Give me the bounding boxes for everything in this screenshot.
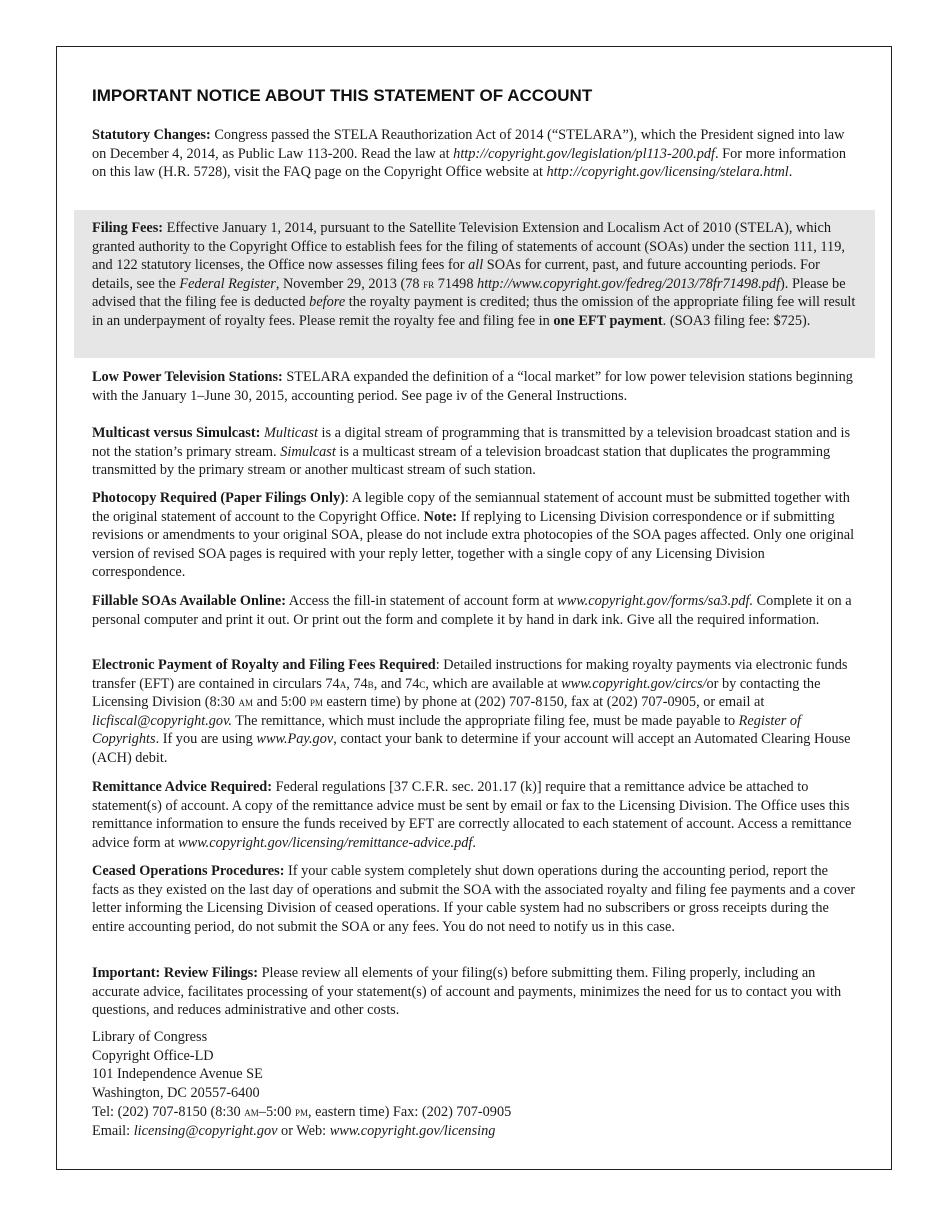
- filing-fees-paragraph: Filing Fees: Effective January 1, 2014, pursuant to the Satellite Television Extension and Localism Act of 2010 (STELA), which granted authority to the Copyright Office to establish fees for the filing of statements of account (SOAs) under the section 111, 119, and 122 statutory licenses, the Office now assesses filing fees for all SOAs for current, past, and future accounting periods. For details, see the Federal Register, November 29, 2013 (78 fr 71498 http://www.copyright.gov/fedreg/2013/78fr71498.pdf). Please be advised that the filing fee is deducted before the royalty payment is credited; thus the omission of the appropriate filing fee will result in an underpayment of royalty fees. Please remit the royalty fee and filing fee in one EFT payment. (SOA3 filing fee: $725).: [92, 220, 856, 329]
- address-line-3: 101 Independence Avenue SE: [92, 1066, 263, 1083]
- phone-fax-line: Tel: (202) 707-8150 (8:30 am–5:00 pm, eastern time) Fax: (202) 707-0905: [92, 1103, 512, 1120]
- low-power-label: Low Power Television Stations:: [92, 369, 283, 385]
- stelara-law-link[interactable]: http://copyright.gov/legislation/pl113-200.pdf: [453, 145, 715, 162]
- low-power-paragraph: Low Power Television Stations: STELARA expanded the definition of a “local market” for low power television stations beginning with the January 1–June 30, 2015, accounting period. See page iv of the General Instructions.: [92, 369, 853, 404]
- fillable-soas-label: Fillable SOAs Available Online:: [92, 593, 286, 609]
- contact-address-block: [92, 1028, 858, 1140]
- remittance-advice-paragraph: Remittance Advice Required: Federal regulations [37 C.F.R. sec. 201.17 (k)] require that a remittance advice be attached to statement(s) of account. A copy of the remittance advice must be sent by email or fax to the Licensing Division. The Office uses this remittance information to ensure the funds received by EFT are correctly allocated to each statement of account. Access a remittance advice form at www.copyright.gov/licensing/remittance-advice.pdf.: [92, 779, 852, 851]
- multicast-label: Multicast versus Simulcast:: [92, 425, 261, 441]
- multicast-paragraph: Multicast versus Simulcast: Multicast is a digital stream of programming that is transmitted by a television broadcast station and is not the station’s primary stream. Simulcast is a multicast stream of a television broadcast station that duplicates the programming transmitted by the primary stream or another multicast stream of such station.: [92, 425, 851, 479]
- licensing-email-link[interactable]: licensing@copyright.gov: [133, 1122, 278, 1139]
- statutory-changes-paragraph: Statutory Changes: Congress passed the STELA Reauthorization Act of 2014 (“STELARA”), which the President signed into law on December 4, 2014, as Public Law 113-200. Read the law at http://copyright.gov/legislation/pl113-200.pdf. For more information on this law (H.R. 5728), visit the FAQ page on the Copyright Office website at http://copyright.gov/licensing/stelara.html.: [92, 127, 847, 181]
- statutory-changes-label: Statutory Changes:: [92, 127, 211, 143]
- page-title: IMPORTANT NOTICE ABOUT THIS STATEMENT OF ACCOUNT: [92, 86, 593, 105]
- photocopy-paragraph: Photocopy Required (Paper Filings Only): A legible copy of the semiannual statement of account must be submitted together with the original statement of account to the Copyright Office. Note: If replying to Licensing Division correspondence or if submitting revisions or amendments to your original SOA, please do not include extra photocopies of the SOA pages affected. Only one original version of revised SOA pages is required with your reply letter, together with a single copy of any Licensing Division correspondence.: [92, 490, 855, 581]
- remittance-advice-link[interactable]: www.copyright.gov/licensing/remittance-advice.pdf: [178, 834, 473, 851]
- stelara-faq-link[interactable]: http://copyright.gov/licensing/stelara.html: [546, 164, 789, 181]
- address-line-1: Library of Congress: [92, 1029, 208, 1045]
- licensing-web-link[interactable]: www.copyright.gov/licensing: [329, 1122, 496, 1139]
- pay-gov-link[interactable]: www.Pay.gov: [256, 731, 334, 748]
- federal-register-link[interactable]: http://www.copyright.gov/fedreg/2013/78fr71498.pdf: [477, 275, 781, 292]
- email-web-line: Email: licensing@copyright.gov or Web: www.copyright.gov/licensing: [92, 1122, 496, 1139]
- electronic-payment-label: Electronic Payment of Royalty and Filing Fees Required: [92, 657, 436, 673]
- remittance-advice-label: Remittance Advice Required:: [92, 779, 273, 795]
- address-line-4: Washington, DC 20557-6400: [92, 1085, 260, 1102]
- photocopy-label: Photocopy Required (Paper Filings Only): [92, 490, 345, 506]
- ceased-operations-label: Ceased Operations Procedures:: [92, 863, 285, 879]
- electronic-payment-paragraph: Electronic Payment of Royalty and Filing Fees Required: Detailed instructions for making royalty payments via electronic funds transfer (EFT) are contained in circulars 74a, 74b, and 74c, which are available at www.copyright.gov/circs/or by contacting the Licensing Division (8:30 am and 5:00 pm eastern time) by phone at (202) 707-8150, fax at (202) 707-0905, or email at licfiscal@copyright.gov. The remittance, which must include the appropriate filing fee, must be made payable to Register of Copyrights. If you are using www.Pay.gov, contact your bank to determine if your account will accept an Automated Clearing House (ACH) debit.: [92, 657, 851, 766]
- soa-form-link[interactable]: www.copyright.gov/forms/sa3.pdf.: [557, 593, 754, 609]
- ceased-operations-paragraph: Ceased Operations Procedures: If your cable system completely shut down operations during the accounting period, report the facts as they existed on the last day of operations and submit the SOA with the associated royalty and filing fee payments and a cover letter informing the Licensing Division of ceased operations. If your cable system had no subscribers or gross receipts during the entire accounting period, do not submit the SOA or any fees. You do not need to notify us in this case.: [92, 863, 856, 935]
- review-filings-paragraph: Important: Review Filings: Please review all elements of your filing(s) before submitting them. Filing properly, including an accurate advice, facilitates processing of your statement(s) of account and payments, minimizes the need for us to contact you with questions, and reduces administrative and other costs.: [92, 965, 842, 1019]
- circulars-link[interactable]: www.copyright.gov/circs/: [561, 675, 707, 692]
- filing-fees-label: Filing Fees:: [92, 220, 164, 236]
- fillable-soas-paragraph: Fillable SOAs Available Online: Access the fill-in statement of account form at www.copyright.gov/forms/sa3.pdf. Complete it on a personal computer and print it out. Or print out the form and complete it by hand in dark ink. Give all the required information.: [92, 593, 852, 628]
- licfiscal-email-link[interactable]: licfiscal@copyright.gov.: [92, 712, 232, 729]
- address-line-2: Copyright Office-LD: [92, 1047, 214, 1064]
- review-filings-label: Important: Review Filings:: [92, 965, 258, 981]
